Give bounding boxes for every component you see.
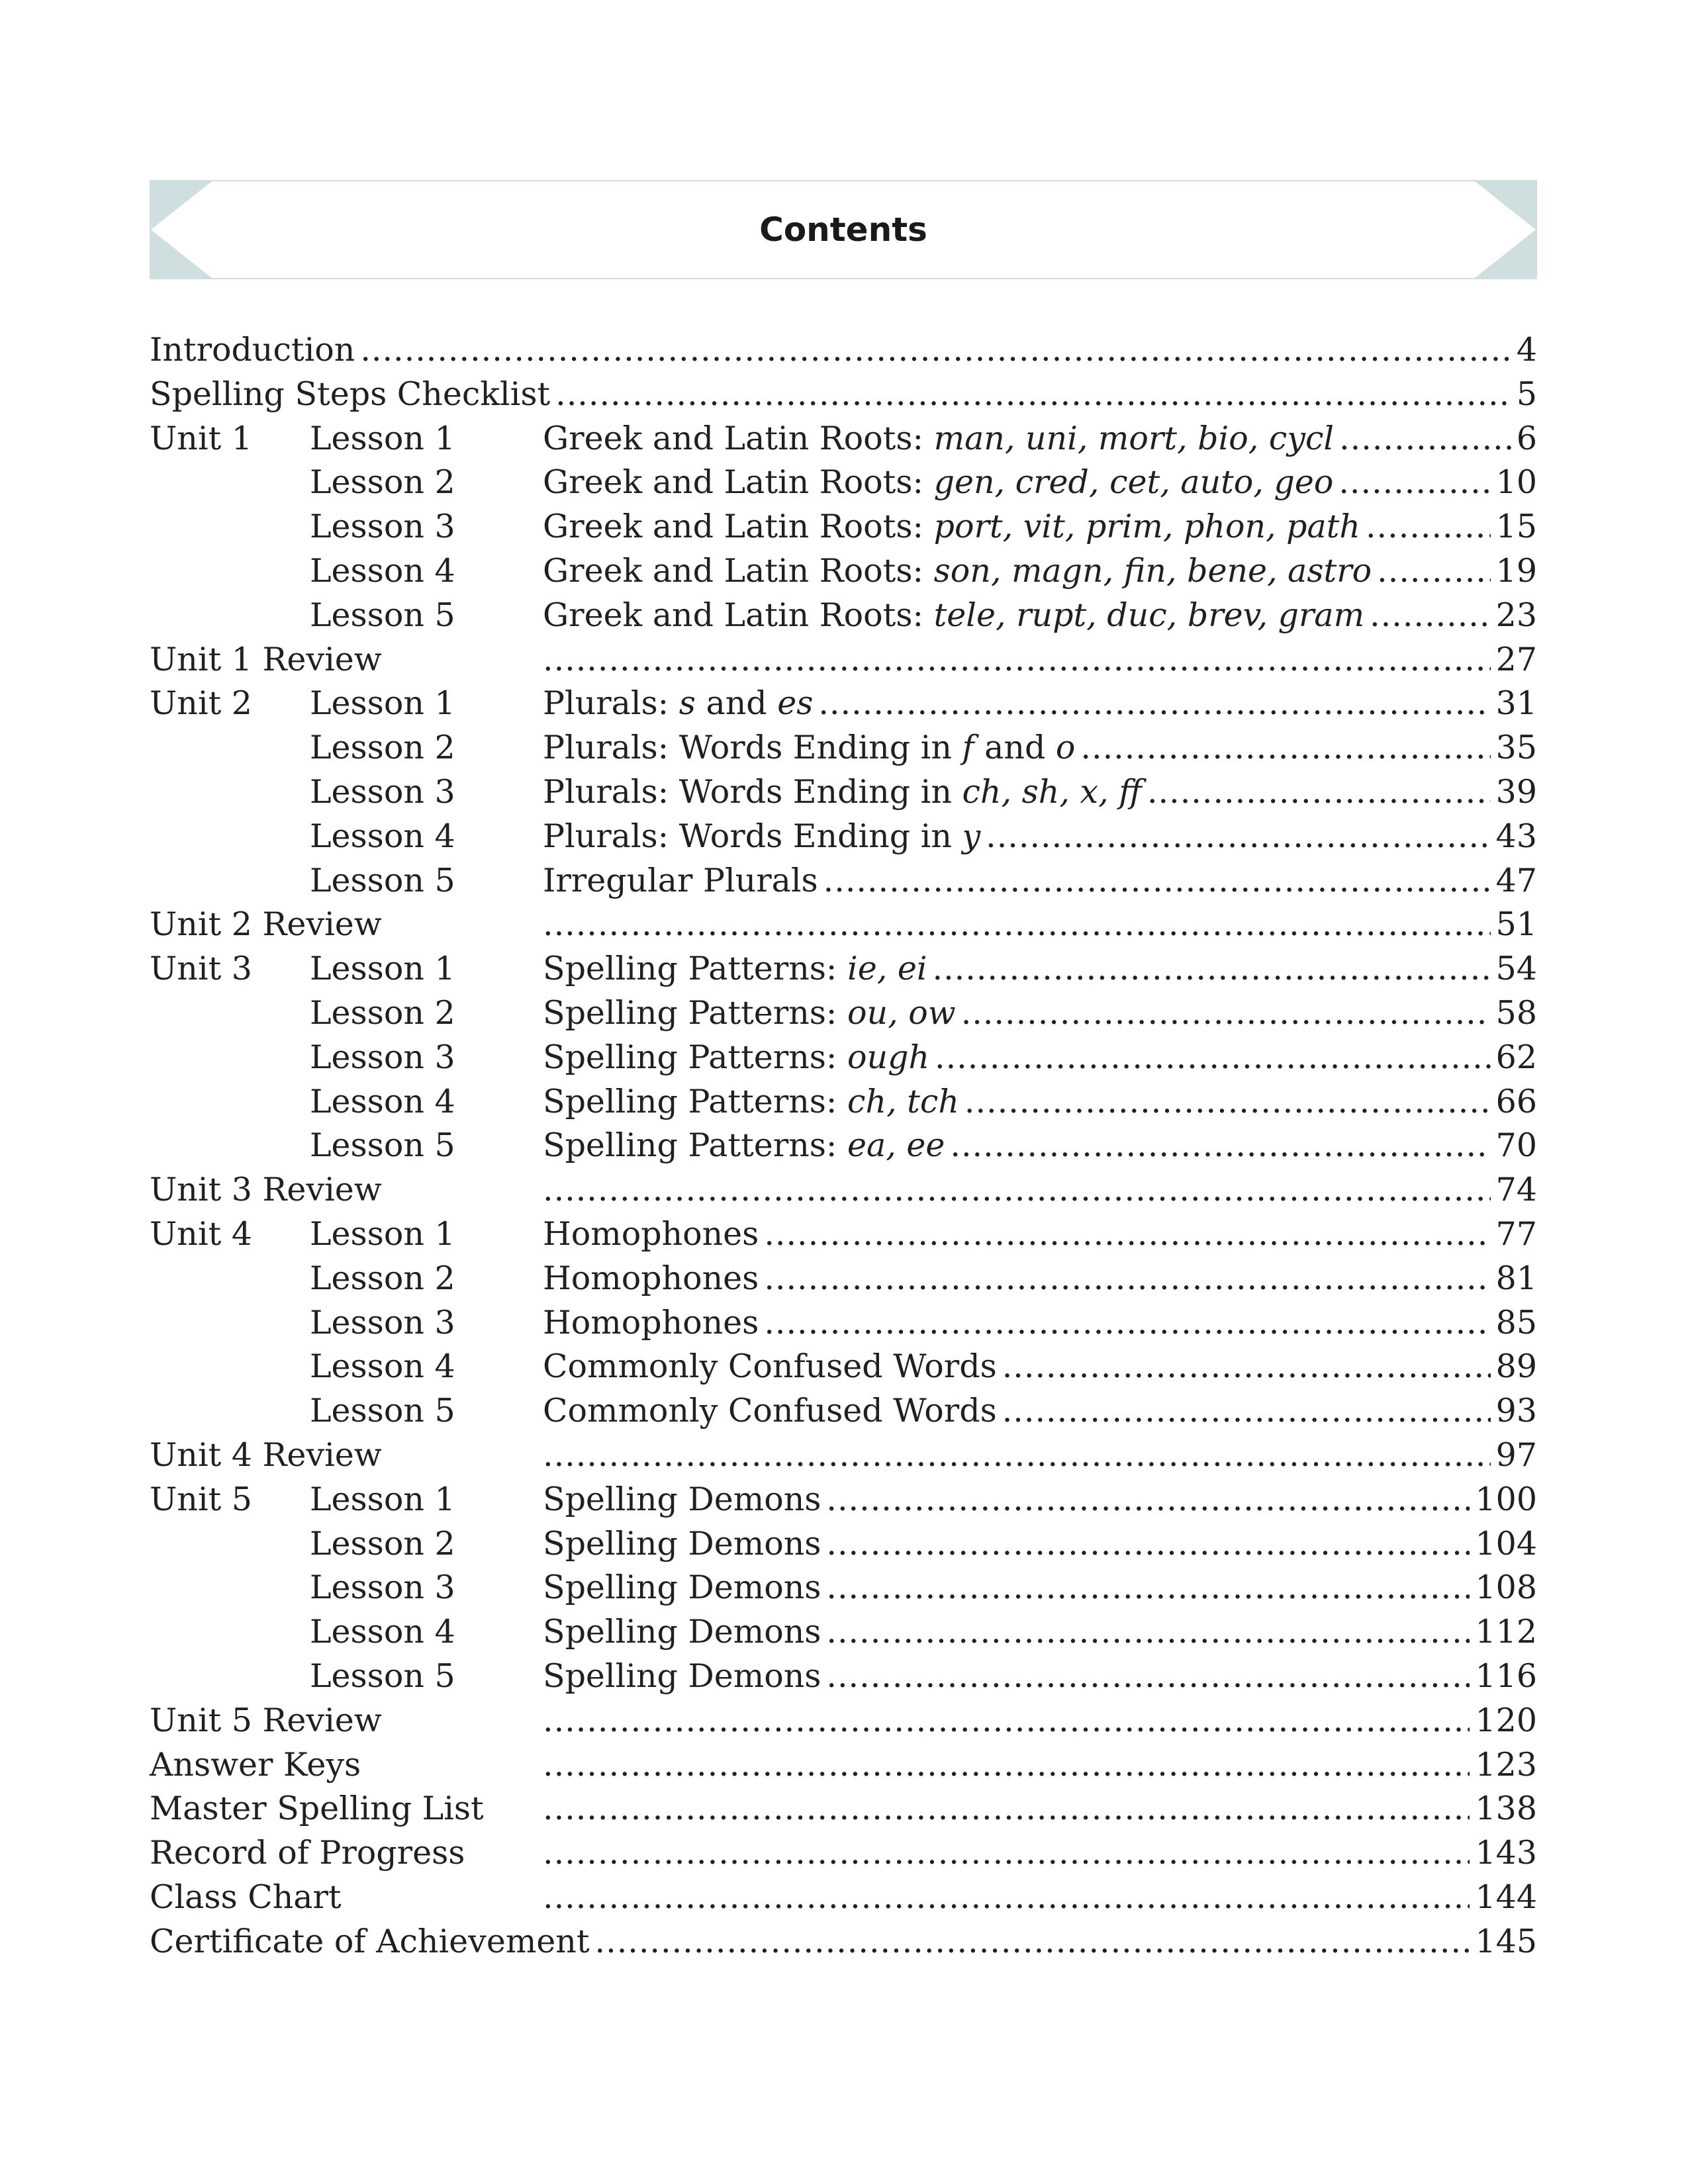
page-number: 35 [1495,729,1537,767]
title-text: Greek and Latin Roots: [543,596,934,634]
toc-entry[interactable] [150,1480,1537,1525]
dot-leader [764,1215,1490,1253]
dot-leader [543,1436,1491,1474]
title-text: Plurals: Words Ending in [543,729,962,767]
title-text: Greek and Latin Roots: [543,508,934,546]
lesson-label: Lesson 4 [310,817,455,855]
lesson-label: Lesson 2 [310,993,455,1032]
dot-leader [543,641,1491,678]
section-label: Unit 1 Review [150,640,382,678]
lesson-label: Lesson 1 [310,1480,455,1518]
toc-entry[interactable] [150,1171,1537,1215]
page-number: 19 [1495,551,1537,590]
page-number: 104 [1475,1524,1537,1563]
lesson-title [543,1569,821,1606]
title-text: Spelling Demons [543,1524,821,1563]
title-italic: man, uni, mort, bio, cycl [933,419,1335,457]
dot-leader [1080,729,1490,766]
title-italic: f [962,729,974,767]
lesson-title [543,994,956,1032]
page-number: 74 [1495,1171,1537,1209]
section-label: Record of Progress [150,1834,465,1872]
page-number: 6 [1516,419,1537,457]
table-of-contents [150,331,1537,1966]
title-text: Spelling Demons [543,1480,821,1518]
dot-leader [1147,773,1491,811]
section-label: Master Spelling List [150,1790,484,1828]
page-number: 143 [1475,1834,1537,1872]
toc-entry[interactable] [150,1657,1537,1702]
lesson-label: Lesson 1 [310,1214,455,1253]
toc-entry[interactable] [150,1790,1537,1834]
title-italic: son, magn, fin, bene, astro [933,551,1372,590]
toc-entry[interactable] [150,1834,1537,1878]
toc-entry[interactable] [150,596,1537,641]
toc-entry[interactable] [150,1126,1537,1171]
page-number: 100 [1475,1480,1537,1518]
title-text: Irregular Plurals [543,861,818,899]
unit-label: Unit 4 [150,1214,252,1253]
title-text: Greek and Latin Roots: [543,551,934,590]
dot-leader [826,1525,1470,1563]
title-italic: ie, ei [847,950,927,988]
page-number: 81 [1495,1259,1537,1297]
title-text: Spelling Patterns: [543,1082,848,1120]
dot-leader [543,1702,1470,1739]
title-italic: port, vit, prim, phon, path [933,508,1360,546]
title-text: Spelling Patterns: [543,950,848,988]
lesson-title [543,729,1075,766]
page-title: Contents [759,210,927,249]
lesson-title [543,1525,821,1563]
lesson-title [543,1038,929,1076]
lesson-label: Lesson 2 [310,729,455,767]
title-text: Spelling Demons [543,1569,821,1607]
lesson-title [543,1392,997,1430]
dot-leader [1339,420,1511,457]
page-number: 4 [1516,331,1537,369]
section-label: Answer Keys [150,1745,361,1784]
dot-leader [1002,1347,1491,1385]
toc-entry[interactable] [150,1436,1537,1480]
title-italic: ough [847,1038,930,1076]
toc-entry[interactable] [150,1923,1537,1967]
dot-leader [826,1480,1470,1518]
section-label: Unit 3 Review [150,1171,382,1209]
toc-entry[interactable] [150,552,1537,596]
page-number: 89 [1495,1347,1537,1386]
toc-entry[interactable] [150,1347,1537,1392]
page-number: 10 [1495,463,1537,502]
page-number: 43 [1495,817,1537,855]
dot-leader [1366,508,1491,545]
lesson-title [543,552,1372,590]
lesson-label: Lesson 5 [310,596,455,634]
title-italic: gen, cred, cet, auto, geo [933,463,1334,502]
lesson-title [543,1083,959,1120]
title-text: Spelling Demons [543,1657,821,1695]
title-text: Spelling Demons [543,1613,821,1651]
dot-leader [543,1878,1470,1916]
title-text: Homophones [543,1303,759,1342]
unit-label: Unit 3 [150,950,252,988]
lesson-label: Lesson 5 [310,1657,455,1695]
page-number: 93 [1495,1392,1537,1430]
lesson-label: Lesson 1 [310,950,455,988]
page-number: 112 [1475,1613,1537,1651]
title-text: and [974,729,1056,767]
page-number: 70 [1495,1126,1537,1165]
lesson-label: Lesson 5 [310,1126,455,1165]
toc-entry[interactable] [150,1702,1537,1746]
page-number: 108 [1475,1569,1537,1607]
lesson-title [543,862,818,899]
title-text: Commonly Confused Words [543,1347,997,1386]
page-number: 123 [1475,1745,1537,1784]
lesson-title [543,1259,759,1297]
dot-leader [950,1126,1490,1164]
toc-entry[interactable] [150,1215,1537,1259]
lesson-title [543,817,980,855]
title-text: Homophones [543,1214,759,1253]
lesson-title [543,773,1142,811]
page-number: 15 [1495,508,1537,546]
page-number: 120 [1475,1701,1537,1739]
lesson-label: Lesson 4 [310,1347,455,1386]
title-text: Plurals: [543,684,679,723]
dot-leader [935,1038,1491,1076]
dot-leader [826,1569,1470,1606]
page-number: 27 [1495,640,1537,678]
dot-leader [823,862,1491,899]
title-italic: tele, rupt, duc, brev, gram [933,596,1365,634]
toc-entry[interactable] [150,1259,1537,1304]
title-italic: y [962,817,981,855]
contents-banner [150,180,1537,279]
page-number: 58 [1495,993,1537,1032]
title-text: Spelling Patterns: [543,1126,848,1165]
page-number: 66 [1495,1082,1537,1120]
toc-entry[interactable] [150,1525,1537,1569]
section-label: Spelling Steps Checklist [150,375,551,413]
title-text: Plurals: Words Ending in [543,772,962,811]
dot-leader [818,684,1490,722]
unit-label: Unit 1 [150,419,252,457]
lesson-label: Lesson 3 [310,1569,455,1607]
dot-leader [360,331,1511,369]
title-text: Spelling Patterns: [543,993,848,1032]
dot-leader [964,1083,1491,1120]
dot-leader [543,1171,1491,1208]
lesson-title [543,950,927,987]
page-number: 62 [1495,1038,1537,1076]
toc-entry[interactable] [150,1304,1537,1348]
title-text: and [695,684,778,723]
title-italic: ou, ow [847,993,956,1032]
lesson-title [543,1657,821,1695]
toc-entry[interactable] [150,994,1537,1038]
page-number: 23 [1495,596,1537,634]
title-italic: o [1055,729,1076,767]
toc-entry[interactable] [150,1746,1537,1790]
lesson-title [543,1613,821,1651]
dot-leader [1377,552,1490,590]
page-number: 77 [1495,1214,1537,1253]
toc-entry[interactable] [150,1613,1537,1657]
page-number: 145 [1475,1922,1537,1960]
lesson-title [543,1215,759,1253]
toc-entry[interactable] [150,773,1537,817]
dot-leader [764,1304,1490,1342]
page-number: 97 [1495,1435,1537,1474]
toc-entry[interactable] [150,463,1537,508]
dot-leader [826,1613,1470,1651]
dot-leader [543,1746,1470,1784]
dot-leader [986,817,1490,855]
lesson-title [543,420,1334,457]
section-label: Unit 4 Review [150,1435,382,1474]
section-label: Certificate of Achievement [150,1922,590,1960]
title-text: Spelling Patterns: [543,1038,848,1076]
toc-entry[interactable] [150,729,1537,773]
lesson-label: Lesson 1 [310,419,455,457]
dot-leader [595,1923,1470,1960]
lesson-label: Lesson 2 [310,463,455,502]
toc-entry[interactable] [150,862,1537,906]
dot-leader [961,994,1491,1032]
dot-leader [543,1790,1470,1827]
lesson-label: Lesson 4 [310,1082,455,1120]
dot-leader [543,905,1491,943]
toc-entry[interactable] [150,375,1537,420]
title-italic: ch, sh, x, ff [962,772,1142,811]
lesson-label: Lesson 2 [310,1524,455,1563]
lesson-label: Lesson 4 [310,551,455,590]
toc-entry[interactable] [150,1038,1537,1083]
lesson-title [543,684,813,722]
lesson-label: Lesson 3 [310,1303,455,1342]
toc-entry[interactable] [150,817,1537,862]
lesson-title [543,596,1364,634]
title-text: Homophones [543,1259,759,1297]
section-label: Class Chart [150,1878,342,1916]
page-number: 85 [1495,1303,1537,1342]
toc-entry[interactable] [150,684,1537,729]
lesson-label: Lesson 3 [310,1038,455,1076]
section-label: Unit 5 Review [150,1701,382,1739]
toc-entry[interactable] [150,905,1537,950]
lesson-label: Lesson 4 [310,1613,455,1651]
lesson-label: Lesson 2 [310,1259,455,1297]
page-number: 47 [1495,861,1537,899]
dot-leader [1338,463,1490,501]
page-number: 116 [1475,1657,1537,1695]
title-italic: s [679,684,696,723]
title-text: Greek and Latin Roots: [543,463,934,502]
toc-entry[interactable] [150,508,1537,552]
page-number: 138 [1475,1790,1537,1828]
dot-leader [764,1259,1490,1297]
toc-entry[interactable] [150,1083,1537,1127]
page-number: 54 [1495,950,1537,988]
page-number: 39 [1495,772,1537,811]
lesson-label: Lesson 5 [310,1392,455,1430]
section-label: Unit 2 Review [150,905,382,944]
page-number: 31 [1495,684,1537,723]
toc-entry[interactable] [150,641,1537,685]
lesson-label: Lesson 3 [310,508,455,546]
title-text: Plurals: Words Ending in [543,817,962,855]
unit-label: Unit 2 [150,684,252,723]
lesson-title [543,463,1333,501]
lesson-title [543,1304,759,1342]
toc-entry[interactable] [150,1392,1537,1436]
dot-leader [933,950,1491,987]
unit-label: Unit 5 [150,1480,252,1518]
title-text: Commonly Confused Words [543,1392,997,1430]
dot-leader [543,1834,1470,1872]
dot-leader [1002,1392,1491,1430]
lesson-title [543,1480,821,1518]
toc-entry[interactable] [150,1569,1537,1613]
section-label: Introduction [150,331,355,369]
toc-entry[interactable] [150,950,1537,994]
lesson-title [543,1126,945,1164]
lesson-label: Lesson 1 [310,684,455,723]
title-italic: es [777,684,814,723]
toc-entry[interactable] [150,331,1537,375]
lesson-label: Lesson 3 [310,772,455,811]
page-number: 5 [1516,375,1537,413]
page-number: 144 [1475,1878,1537,1916]
lesson-title [543,1347,997,1385]
dot-leader [555,375,1511,413]
lesson-label: Lesson 5 [310,861,455,899]
dot-leader [1370,596,1491,634]
title-italic: ea, ee [847,1126,945,1165]
lesson-title [543,508,1360,545]
toc-entry[interactable] [150,1878,1537,1923]
title-italic: ch, tch [847,1082,959,1120]
dot-leader [826,1657,1470,1695]
page-number: 51 [1495,905,1537,944]
title-text: Greek and Latin Roots: [543,419,934,457]
toc-entry[interactable] [150,420,1537,464]
